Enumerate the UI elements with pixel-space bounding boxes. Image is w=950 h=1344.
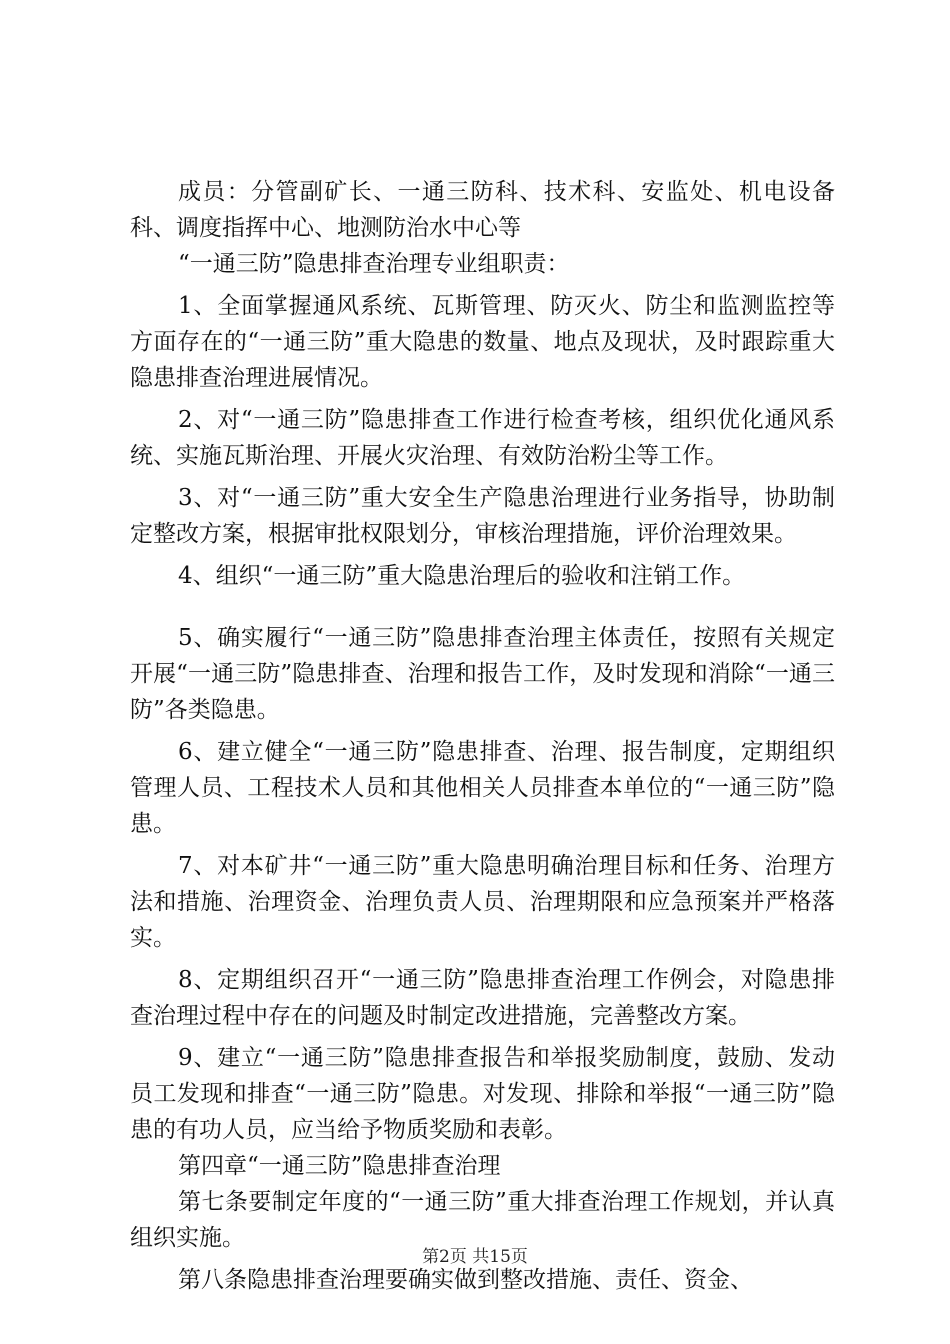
paragraph-article-7: 第七条要制定年度的“一通三防”重大排查治理工作规划，并认真组织实施。 bbox=[130, 1189, 835, 1251]
paragraph-item-4: 4、组织“一通三防”重大隐患治理后的验收和注销工作。 bbox=[178, 563, 746, 589]
paragraph-item-5: 5、确实履行“一通三防”隐患排查治理主体责任，按照有关规定开展“一通三防”隐患排查、治理和报告工作，及时发现和消除“一通三防”各类隐患。 bbox=[130, 625, 835, 723]
paragraph-item-1: 1、全面掌握通风系统、瓦斯管理、防灭火、防尘和监测监控等方面存在的“一通三防”重大隐患的数量、地点及现状，及时跟踪重大隐患排查治理进展情况。 bbox=[130, 293, 835, 391]
paragraph-item-3: 3、对“一通三防”重大安全生产隐患治理进行业务指导，协助制定整改方案，根据审批权限划分，审核治理措施，评价治理效果。 bbox=[130, 485, 835, 547]
paragraph-item-8: 8、定期组织召开“一通三防”隐患排查治理工作例会，对隐患排查治理过程中存在的问题及时制定改进措施，完善整改方案。 bbox=[130, 967, 835, 1029]
paragraph-members: 成员：分管副矿长、一通三防科、技术科、安监处、机电设备科、调度指挥中心、地测防治水中心等 bbox=[130, 179, 835, 241]
page-number-footer: 第2页 共15页 bbox=[422, 1247, 528, 1267]
paragraph-item-9: 9、建立“一通三防”隐患排查报告和举报奖励制度，鼓励、发动员工发现和排查“一通三防”隐患。对发现、排除和举报“一通三防”隐患的有功人员，应当给予物质奖励和表彰。 bbox=[130, 1045, 835, 1143]
chapter-heading: 第四章“一通三防”隐患排查治理 bbox=[178, 1153, 501, 1179]
paragraph-article-8: 第八条隐患排查治理要确实做到整改措施、责任、资金、 bbox=[178, 1267, 753, 1293]
paragraph-item-2: 2、对“一通三防”隐患排查工作进行检查考核，组织优化通风系统、实施瓦斯治理、开展火灾治理、有效防治粉尘等工作。 bbox=[130, 407, 835, 469]
document-body bbox=[130, 174, 835, 1298]
paragraph-item-6: 6、建立健全“一通三防”隐患排查、治理、报告制度，定期组织管理人员、工程技术人员和其他相关人员排查本单位的“一通三防”隐患。 bbox=[130, 739, 835, 837]
paragraph-item-7: 7、对本矿井“一通三防”重大隐患明确治理目标和任务、治理方法和措施、治理资金、治理负责人员、治理期限和应急预案并严格落实。 bbox=[130, 853, 835, 951]
paragraph-duties-heading: “一通三防”隐患排查治理专业组职责： bbox=[178, 251, 570, 277]
